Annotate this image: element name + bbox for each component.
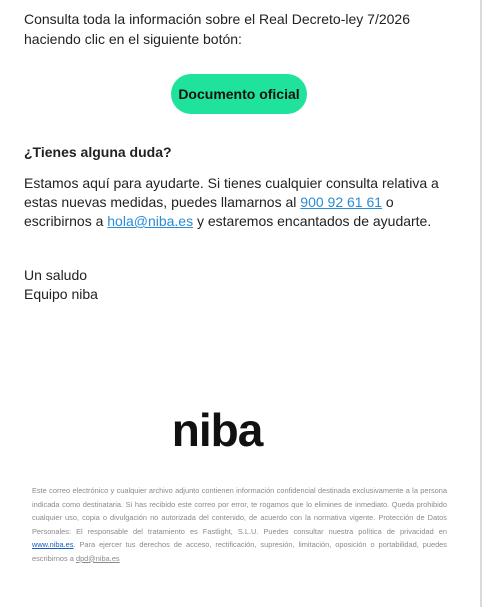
legal-text-2: . Para ejercer tus derechos de acceso, rectificación, supresión, limitación, oposición o portabilidad, puedes escribirnos a: [32, 540, 447, 563]
team-name: Equipo niba: [24, 286, 98, 302]
niba-logo: niba: [171, 404, 263, 456]
website-link[interactable]: www.niba.es: [32, 540, 74, 549]
help-text-2: o escribirnos a: [24, 194, 394, 229]
email-link[interactable]: hola@niba.es: [107, 213, 194, 229]
intro-text: Consulta toda la información sobre el Real Decreto-ley 7/2026 haciendo clic en el siguiente botón:: [24, 11, 410, 47]
help-paragraph: [24, 174, 449, 231]
dpd-email-link[interactable]: dpd@niba.es: [75, 553, 120, 563]
phone-link[interactable]: 900 92 61 61: [300, 194, 383, 210]
legal-text-1: Este correo electrónico y cualquier archivo adjunto contienen información confidencial destinada exclusivamente a la persona indicada como destinataria. Si has recibido este correo por error, te rogamos que lo elimines de inmediato. Queda prohibido cualquier uso, copia o divulgación no autorizada del contenido, de acuerdo con la normativa vigente. Protección de Datos Personales: El responsable del tratamiento es Fastlight, S.L.U. Puedes consultar nuestra política de privacidad en: [32, 486, 447, 536]
help-text-3: y estaremos encantados de ayudarte.: [193, 213, 432, 229]
official-document-button[interactable]: Documento oficial: [171, 74, 307, 114]
greeting-text: Un saludo: [24, 267, 88, 283]
question-heading: ¿Tienes alguna duda?: [24, 144, 172, 160]
legal-disclaimer: [32, 484, 447, 565]
signoff: [24, 266, 98, 304]
help-text-1: Estamos aquí para ayudarte. Si tienes cualquier consulta relativa a estas nuevas medidas, puedes llamarnos al: [24, 175, 439, 210]
cta-container: [171, 74, 307, 114]
